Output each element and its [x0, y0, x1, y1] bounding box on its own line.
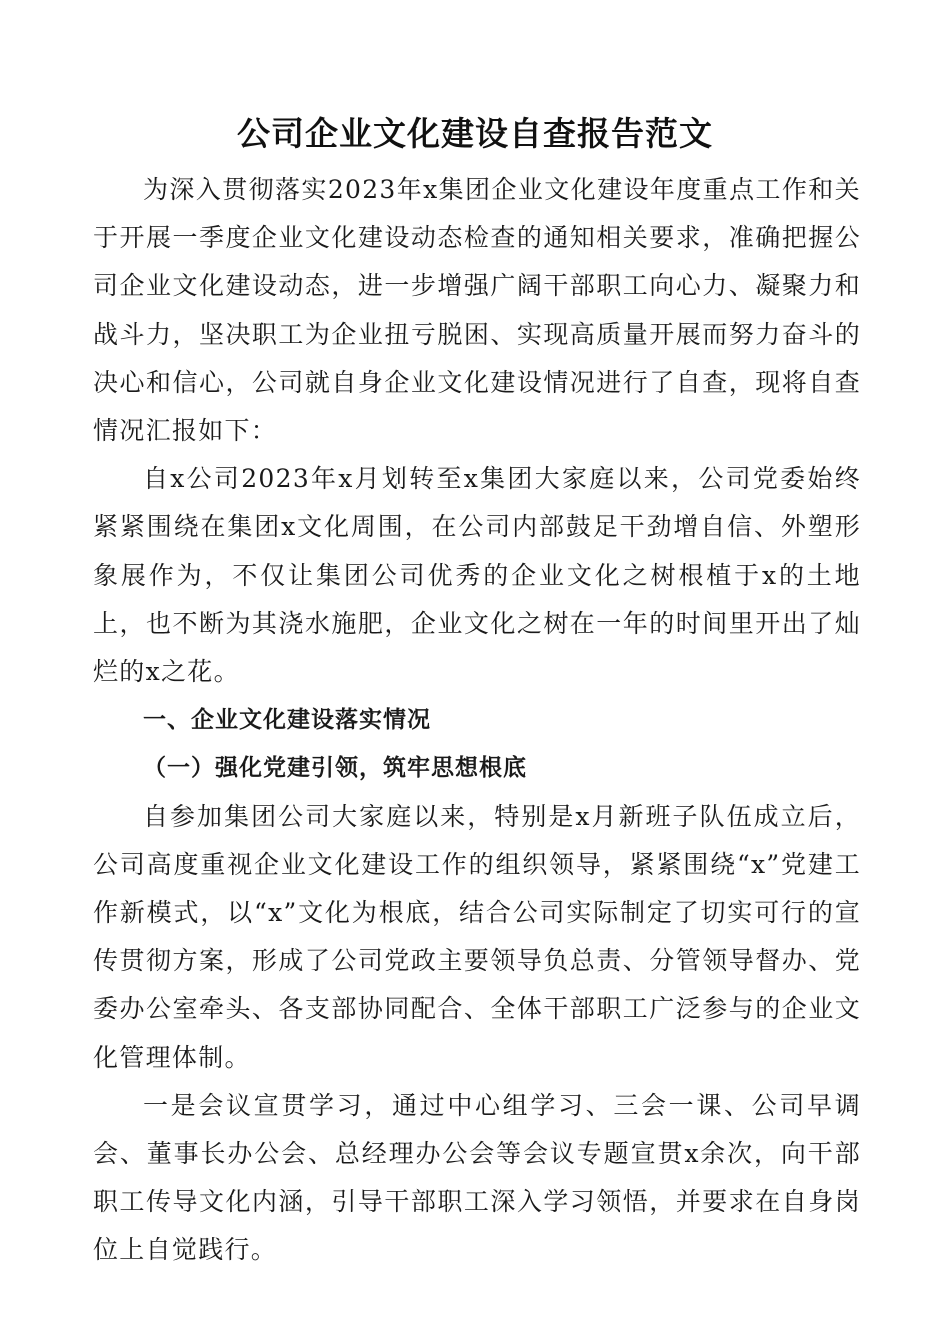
- document-body: [93, 166, 861, 1275]
- section-heading: 一、企业文化建设落实情况: [143, 707, 431, 734]
- paragraph-intro: 为深入贯彻落实2023年x集团企业文化建设年度重点工作和关于开展一季度企业文化建设动态检查的通知相关要求，准确把握公司企业文化建设动态，进一步增强广阔干部职工向心力、凝聚力和战斗力，坚决职工为企业扭亏脱困、实现高质量开展而努力奋斗的决心和信心，公司就自身企业文化建设情况进行了自查，现将自查情况汇报如下：: [93, 175, 861, 446]
- paragraph-background: 自x公司2023年x月划转至x集团大家庭以来，公司党委始终紧紧围绕在集团x文化周围，在公司内部鼓足干劲增自信、外塑形象展作为，不仅让集团公司优秀的企业文化之树根植于x的土地上，也不断为其浇水施肥，企业文化之树在一年的时间里开出了灿烂的x之花。: [93, 464, 861, 687]
- paragraph-subsection-body: 自参加集团公司大家庭以来，特别是x月新班子队伍成立后，公司高度重视企业文化建设工作的组织领导，紧紧围绕“x”党建工作新模式，以“x”文化为根底，结合公司实际制定了切实可行的宣传贯彻方案，形成了公司党政主要领导负总责、分管领导督办、党委办公室牵头、各支部协同配合、全体干部职工广泛参与的企业文化管理体制。: [93, 801, 861, 1072]
- subsection-heading: （一）强化党建引领，筑牢思想根底: [143, 755, 527, 782]
- paragraph-point-one: 一是会议宣贯学习，通过中心组学习、三会一课、公司早调会、董事长办公会、总经理办公会等会议专题宣贯x余次，向干部职工传导文化内涵，引导干部职工深入学习领悟，并要求在自身岗位上自觉践行。: [93, 1090, 861, 1265]
- document-title: 公司企业文化建设自查报告范文: [237, 114, 713, 153]
